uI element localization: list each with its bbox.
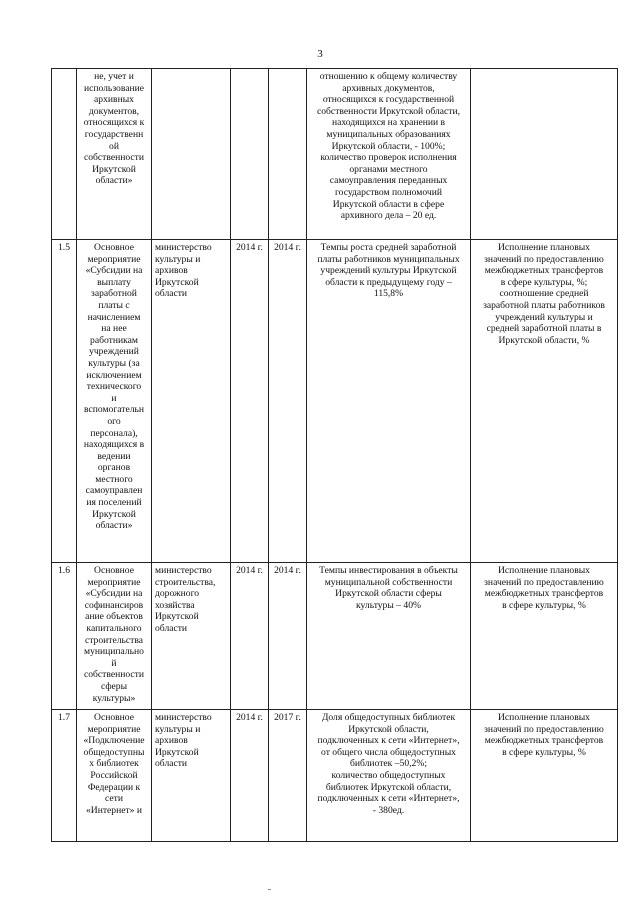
start-year-cell: 2014 г.	[231, 240, 269, 563]
measure-name-cell: Основное мероприятие «Субсидии на выплату заработной платы с начислением на нее работникам учреждений культуры (за исключением технического и вспомогательн ого персонала), находящихся в ведении органов местного самоуправлен ия поселений Иркутской области»	[77, 240, 152, 563]
end-year-cell: 2014 г.	[269, 240, 307, 563]
executor-cell	[152, 69, 231, 240]
indicator-cell: отношению к общему количеству архивных документов, относящихся к государственной собственности Иркутской области, находящихся на хранении в муниципальных образованиях Иркутской области, - 100%; количество проверок исполнения органами местного самоуправления переданных государством полномочий Иркутской области в сфере архивного дела – 20 ед.	[307, 69, 471, 240]
end-year-cell	[269, 69, 307, 240]
measure-name-cell: Основное мероприятие «Подключение общедоступны х библиотек Российской Федерации к сети «Интернет» и	[77, 710, 152, 842]
measure-name-cell: не, учет и использование архивных документов, относящихся к государственн ой собственности Иркутской области»	[77, 69, 152, 240]
end-year-cell: 2017 г.	[269, 710, 307, 842]
executor-cell: министерство культуры и архивов Иркутской области	[152, 710, 231, 842]
scan-speck	[268, 889, 271, 890]
table-row	[52, 240, 618, 563]
table-row	[52, 563, 618, 710]
executor-cell: министерство культуры и архивов Иркутской области	[152, 240, 231, 563]
row-number-cell	[52, 69, 77, 240]
table-row	[52, 69, 618, 240]
indicator-cell: Доля общедоступных библиотек Иркутской области, подключенных к сети «Интернет», от общего числа общедоступных библиотек –50,2%; количество общедоступных библиотек Иркутской области, подключенных к сети «Интернет», - 380ед.	[307, 710, 471, 842]
executor-cell: министерство строительства, дорожного хозяйства Иркутской области	[152, 563, 231, 710]
measures-table	[51, 68, 618, 842]
indicator-cell: Темпы роста средней заработной платы работников муниципальных учреждений культуры Иркутской области к предыдущему году – 115,8%	[307, 240, 471, 563]
table-row	[52, 710, 618, 842]
end-year-cell: 2014 г.	[269, 563, 307, 710]
method-cell	[471, 69, 618, 240]
start-year-cell	[231, 69, 269, 240]
measure-name-cell: Основное мероприятие «Субсидии на софинансиров ание объектов капитального строительства муниципально й собственности сферы культуры»	[77, 563, 152, 710]
row-number-cell: 1.7	[52, 710, 77, 842]
page-number: 3	[317, 48, 323, 60]
row-number-cell: 1.5	[52, 240, 77, 563]
start-year-cell: 2014 г.	[231, 710, 269, 842]
indicator-cell: Темпы инвестирования в объекты муниципальной собственности Иркутской области сферы культуры – 40%	[307, 563, 471, 710]
start-year-cell: 2014 г.	[231, 563, 269, 710]
method-cell: Исполнение плановых значений по предоставлению межбюджетных трансфертов в сфере культуры, %	[471, 710, 618, 842]
row-number-cell: 1.6	[52, 563, 77, 710]
method-cell: Исполнение плановых значений по предоставлению межбюджетных трансфертов в сфере культуры, %	[471, 563, 618, 710]
method-cell: Исполнение плановых значений по предоставлению межбюджетных трансфертов в сфере культуры, %; соотношение средней заработной платы работников учреждений культуры и средней заработной платы в Иркутской области, %	[471, 240, 618, 563]
